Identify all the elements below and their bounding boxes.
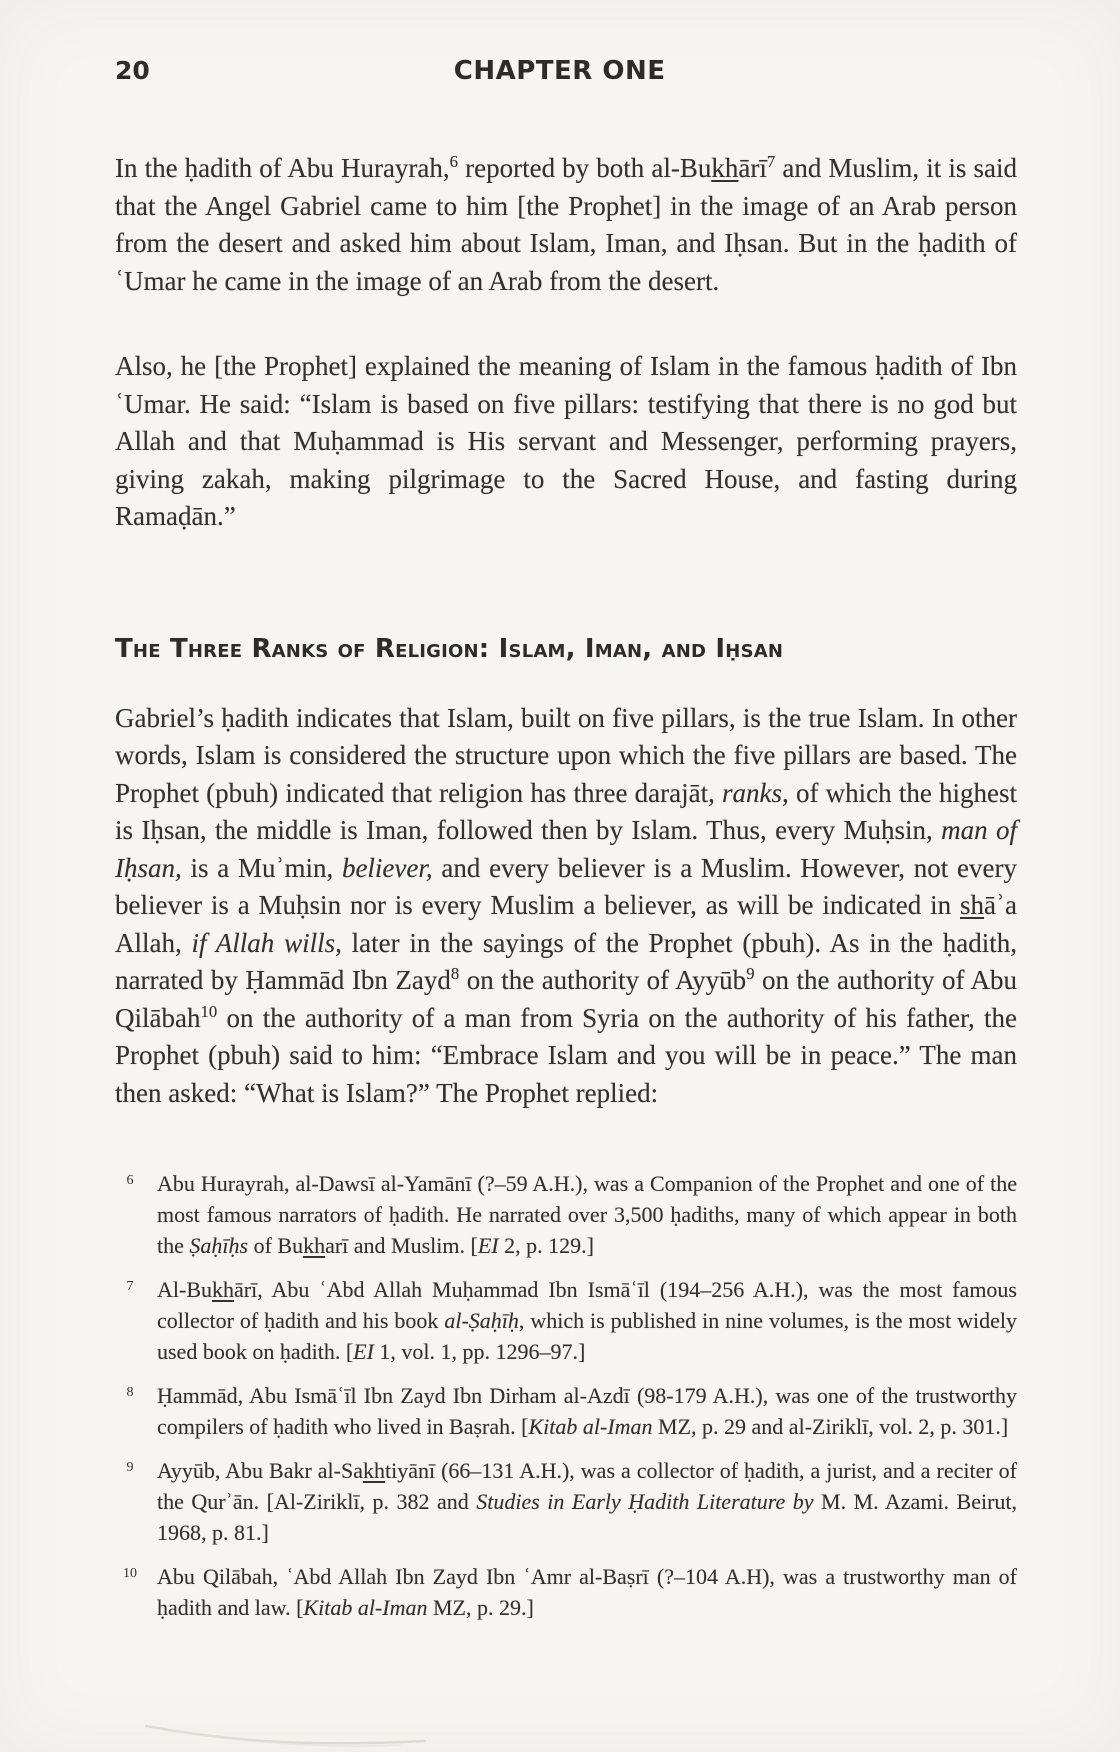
pencil-mark-artifact (140, 1712, 440, 1752)
footnote-number: 10 (123, 1566, 137, 1581)
page-number: 20 (115, 56, 150, 85)
footnote-number: 9 (126, 1460, 134, 1475)
body-paragraph-1: In the ḥadith of Abu Hurayrah,$^6$ reported by both al-Bukhārī$^7$ and Muslim, it is said that the Angel Gabriel came to him [the Prophet] in the image of an Arab person from the desert and asked him about Islam, Iman, and Iḥsan. But in the ḥadith of ʿUmar he came in the image of an Arab from the desert. (115, 152, 1017, 296)
footnote-text: Abu Qilābah, ʿAbd Allah Ibn Zayd Ibn ʿAmr al-Baṣrī (?–104 A.H), was a trustworthy man of ḥadith and law. [Kitab al-Iman MZ, p. 29.] (157, 1564, 1017, 1620)
body-paragraph-3: Gabriel’s ḥadith indicates that Islam, built on five pillars, is the true Islam. In other words, Islam is considered the structure upon which the five pillars are based. The Prophet (pbuh) indicated that religion has three darajāt, ranks, of which the highest is Iḥsan, the middle is Iman, followed then by Islam. Thus, every Muḥsin, man of Iḥsan, is a Muʾmin, believer, and every believer is a Muslim. However, not every believer is a Muḥsin nor is every Muslim a believer, as will be indicated in shāʾa Allah, if Allah wills, later in the sayings of the Prophet (pbuh). As in the ḥadith, narrated by Ḥammād Ibn Zayd$^8$ on the authority of Ayyūb$^9$ on the authority of Abu Qilābah$^{10}$ on the authority of a man from Syria on the authority of his father, the Prophet (pbuh) said to him: “Embrace Islam and you will be in peace.” The man then asked: “What is Islam?” The Prophet replied: (115, 702, 1018, 1108)
footnote-text: Al-Bukhārī, Abu ʿAbd Allah Muḥammad Ibn Ismāʿīl (194–256 A.H.), was the most famous collector of ḥadith and his book al-Ṣaḥīḥ, which is published in nine volumes, is the most widely used book on ḥadith. [EI 1, vol. 1, pp. 1296–97.] (157, 1277, 1017, 1364)
footnote-number: 6 (126, 1173, 134, 1188)
footnote-number: 7 (126, 1279, 134, 1294)
footnote-10 (115, 1561, 1017, 1623)
main-text-block (115, 150, 1017, 1112)
footnote-text: Abu Hurayrah, al-Dawsī al-Yamānī (?–59 A.H.), was a Companion of the Prophet and one of the most famous narrators of ḥadith. He narrated over 3,500 ḥadiths, many of which appear in both the Ṣaḥīḥs of Bukharī and Muslim. [EI 2, p. 129.] (157, 1171, 1017, 1258)
footnote-number: 8 (126, 1385, 134, 1400)
footnote-text: Ayyūb, Abu Bakr al-Sakhtiyānī (66–131 A.H.), was a collector of ḥadith, a jurist, and a reciter of the Qurʾān. [Al-Ziriklī, p. 382 and Studies in Early Ḥadith Literature by M. M. Azami. Beirut, 1968, p. 81.] (157, 1458, 1018, 1545)
section-heading: The Three Ranks of Religion: Islam, Iman, and Iḥsan (115, 633, 784, 664)
footnote-7 (115, 1274, 1017, 1367)
page-header (115, 56, 1017, 90)
footnote-8 (115, 1380, 1017, 1442)
footnote-9 (115, 1455, 1017, 1548)
chapter-header: CHAPTER ONE (453, 56, 666, 86)
body-paragraph-2: Also, he [the Prophet] explained the meaning of Islam in the famous ḥadith of Ibn ʿUmar. He said: “Islam is based on five pillars: testifying that there is no god but Allah and that Muḥammad is His servant and Messenger, performing prayers, giving zakah, making pilgrimage to the Sacred House, and fasting during Ramaḍān.” (115, 351, 1017, 531)
footnote-6 (115, 1168, 1017, 1261)
footnote-text: Ḥammād, Abu Ismāʿīl Ibn Zayd Ibn Dirham al-Azdī (98-179 A.H.), was one of the trustworthy compilers of ḥadith who lived in Baṣrah. [Kitab al-Iman MZ, p. 29 and al-Ziriklī, vol. 2, p. 301.] (157, 1383, 1017, 1439)
footnotes-block (115, 1168, 1017, 1636)
